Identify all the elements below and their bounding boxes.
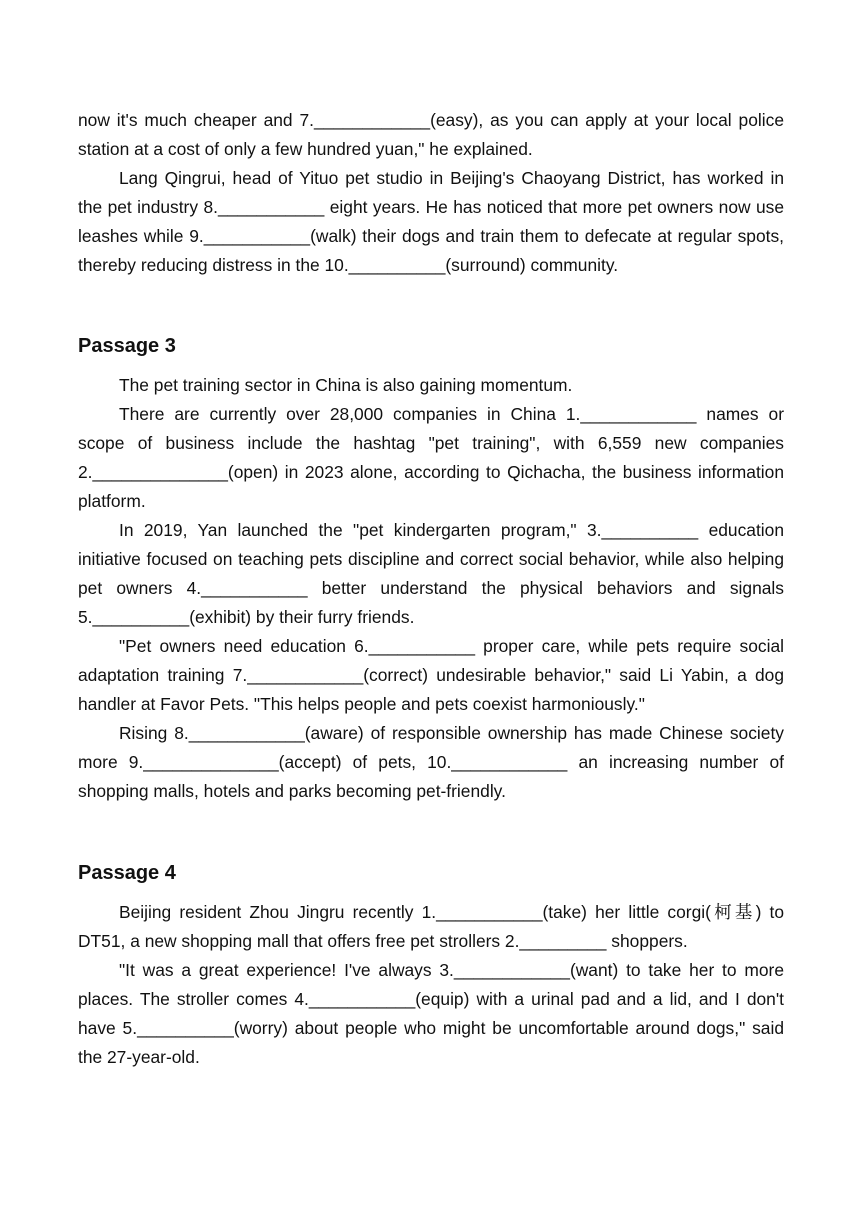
- passage4-heading: Passage 4: [78, 862, 176, 884]
- passage2-paragraph-1: now it's much cheaper and 7.____________(easy), as you can apply at your local police station at a cost of only a few hundred yuan," he explained.: [78, 110, 784, 159]
- passage4-paragraph-1: Beijing resident Zhou Jingru recently 1.___________(take) her little corgi(柯基) to DT51, a new shopping mall that offers free pet strollers 2._________ shoppers.: [78, 902, 784, 951]
- passage3-paragraph-3: In 2019, Yan launched the "pet kindergarten program," 3.__________ education initiative focused on teaching pets discipline and correct social behavior, while also helping pet owners 4.___________ better understand the physical behaviors and signals 5.__________(exhibit) by their furry friends.: [78, 520, 784, 627]
- passage2-paragraph-2: Lang Qingrui, head of Yituo pet studio in Beijing's Chaoyang District, has worked in the pet industry 8.___________ eight years. He has noticed that more pet owners now use leashes while 9.___________(walk) their dogs and train them to defecate at regular spots, thereby reducing distress in the 10.__________(surround) community.: [78, 168, 784, 275]
- passage3-paragraph-2: There are currently over 28,000 companies in China 1.____________ names or scope of business include the hashtag "pet training", with 6,559 new companies 2.______________(open) in 2023 alone, according to Qichacha, the business information platform.: [78, 404, 784, 511]
- passage3-paragraph-5: Rising 8.____________(aware) of responsible ownership has made Chinese society more 9.______________(accept) of pets, 10.____________ an increasing number of shopping malls, hotels and parks becoming pet-friendly.: [78, 723, 784, 801]
- heading-spacer: [78, 361, 784, 371]
- document-page: [78, 106, 784, 1072]
- heading-spacer: [78, 888, 784, 898]
- passage4-paragraph-2: "It was a great experience! I've always 3.____________(want) to take her to more places. The stroller comes 4.___________(equip) with a urinal pad and a lid, and I don't have 5.__________(worry) about people who might be uncomfortable around dogs," said the 27-year-old.: [78, 960, 784, 1067]
- section-spacer: [78, 806, 784, 858]
- passage3-paragraph-4: "Pet owners need education 6.___________ proper care, while pets require social adaptation training 7.____________(correct) undesirable behavior," said Li Yabin, a dog handler at Favor Pets. "This helps people and pets coexist harmoniously.": [78, 636, 784, 714]
- passage3-heading: Passage 3: [78, 335, 176, 357]
- passage3-paragraph-1: The pet training sector in China is also gaining momentum.: [119, 375, 573, 395]
- section-spacer: [78, 280, 784, 331]
